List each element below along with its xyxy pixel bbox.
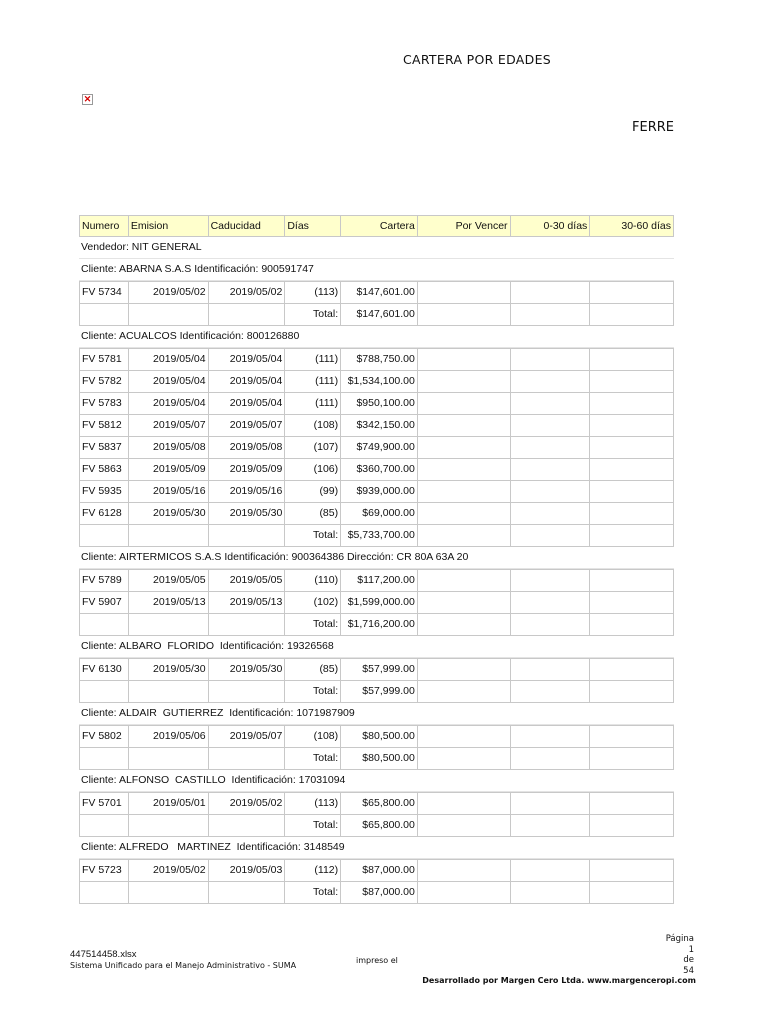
table-cell: FV 5701 (80, 793, 129, 814)
table-cell (418, 614, 511, 635)
table-cell (511, 415, 591, 436)
table-cell (511, 304, 591, 325)
page-number: 1 (688, 944, 694, 955)
table-cell: 2019/05/02 (209, 282, 286, 303)
table-cell (590, 860, 673, 881)
table-cell (511, 815, 591, 836)
table-cell: (85) (285, 503, 341, 524)
col-dias: Días (285, 216, 341, 236)
client-line: Cliente: ALDAIR GUTIERREZ Identificación: 1071987909 (79, 703, 674, 725)
table-cell: FV 5723 (80, 860, 129, 881)
table-cell: (110) (285, 570, 341, 591)
table-cell: 2019/05/02 (129, 282, 209, 303)
table-cell: 2019/05/04 (209, 393, 286, 414)
table-cell (209, 681, 286, 702)
table-cell: 2019/05/09 (129, 459, 209, 480)
table-cell (80, 614, 129, 635)
table-cell (511, 748, 591, 769)
table-cell: FV 5734 (80, 282, 129, 303)
client-line: Cliente: ALBARO FLORIDO Identificación: 19326568 (79, 636, 674, 658)
table-row (79, 393, 674, 415)
table-cell (209, 882, 286, 903)
table-cell: 2019/05/30 (129, 659, 209, 680)
total-value: $1,716,200.00 (341, 614, 418, 635)
table-cell: FV 6130 (80, 659, 129, 680)
total-value: $65,800.00 (341, 815, 418, 836)
table-cell (418, 371, 511, 392)
table-cell: (108) (285, 415, 341, 436)
table-cell (418, 503, 511, 524)
table-cell (418, 282, 511, 303)
table-cell (590, 371, 673, 392)
total-row (79, 681, 674, 703)
table-cell: 2019/05/04 (129, 371, 209, 392)
table-cell (418, 393, 511, 414)
table-cell (511, 793, 591, 814)
broken-image-icon: ✕ (83, 94, 92, 104)
table-cell: (106) (285, 459, 341, 480)
table-cell (511, 570, 591, 591)
table-cell (590, 349, 673, 370)
table-cell: $1,534,100.00 (341, 371, 418, 392)
table-cell: (85) (285, 659, 341, 680)
table-cell (418, 349, 511, 370)
table-cell: $950,100.00 (341, 393, 418, 414)
table-cell: 2019/05/30 (209, 659, 286, 680)
table-cell (80, 304, 129, 325)
table-cell (418, 415, 511, 436)
table-cell (590, 748, 673, 769)
table-cell: FV 5781 (80, 349, 129, 370)
col-0-30: 0-30 días (511, 216, 591, 236)
total-label: Total: (285, 614, 341, 635)
table-cell: 2019/05/06 (129, 726, 209, 747)
table-cell (129, 882, 209, 903)
table-cell (511, 437, 591, 458)
table-cell (590, 882, 673, 903)
total-label: Total: (285, 304, 341, 325)
table-cell: (111) (285, 349, 341, 370)
table-cell: $65,800.00 (341, 793, 418, 814)
total-label: Total: (285, 815, 341, 836)
footer-developer: Desarrollado por Margen Cero Ltda. www.margenceropi.com (422, 976, 696, 985)
client-line: Cliente: AIRTERMICOS S.A.S Identificación: 900364386 Dirección: CR 80A 63A 20 (79, 547, 674, 569)
table-cell (418, 570, 511, 591)
table-cell (511, 503, 591, 524)
col-30-60: 30-60 días (621, 220, 671, 232)
table-cell: (113) (285, 282, 341, 303)
table-cell: FV 5907 (80, 592, 129, 613)
table-cell (418, 681, 511, 702)
client-line: Cliente: ALFREDO MARTINEZ Identificación: 3148549 (79, 837, 674, 859)
col-caducidad: Caducidad (209, 216, 286, 236)
table-cell: 2019/05/07 (209, 726, 286, 747)
table-cell (590, 459, 673, 480)
table-cell (511, 481, 591, 502)
total-value: $57,999.00 (341, 681, 418, 702)
table-cell (511, 681, 591, 702)
table-cell: (113) (285, 793, 341, 814)
client-line: Cliente: ABARNA S.A.S Identificación: 900591747 (79, 259, 674, 281)
table-cell: 2019/05/13 (209, 592, 286, 613)
table-cell (590, 570, 673, 591)
table-cell: $342,150.00 (341, 415, 418, 436)
total-label: Total: (285, 525, 341, 546)
table-cell (511, 592, 591, 613)
table-cell: 2019/05/03 (209, 860, 286, 881)
table-cell (129, 681, 209, 702)
table-cell (418, 793, 511, 814)
page-word: Página (665, 934, 694, 944)
table-cell (511, 282, 591, 303)
total-label: Total: (285, 882, 341, 903)
table-cell (418, 726, 511, 747)
table-cell (418, 481, 511, 502)
table-cell (80, 815, 129, 836)
page-total: 54 (683, 965, 694, 976)
table-cell (129, 304, 209, 325)
table-cell (511, 371, 591, 392)
table-cell (209, 748, 286, 769)
client-line: Cliente: ALFONSO CASTILLO Identificación: 17031094 (79, 770, 674, 792)
total-row (79, 614, 674, 636)
total-row (79, 815, 674, 837)
table-row (79, 860, 674, 882)
footer-page (666, 934, 694, 976)
table-row (79, 503, 674, 525)
table-cell (129, 815, 209, 836)
table-cell (418, 304, 511, 325)
table-cell (590, 592, 673, 613)
table-cell (590, 304, 673, 325)
table-cell: $147,601.00 (341, 282, 418, 303)
table-cell: 2019/05/04 (129, 349, 209, 370)
table-cell (511, 882, 591, 903)
table-cell (590, 681, 673, 702)
table-cell: 2019/05/16 (129, 481, 209, 502)
table-cell (129, 614, 209, 635)
table-cell: (108) (285, 726, 341, 747)
table-cell (590, 726, 673, 747)
table-cell (590, 614, 673, 635)
table-cell (511, 726, 591, 747)
table-cell: 2019/05/04 (209, 349, 286, 370)
table-cell (80, 525, 129, 546)
table-cell (590, 659, 673, 680)
table-cell: (111) (285, 393, 341, 414)
table-cell (418, 459, 511, 480)
table-cell: $788,750.00 (341, 349, 418, 370)
table-cell: (111) (285, 371, 341, 392)
table-header (79, 215, 674, 237)
table-cell: 2019/05/05 (129, 570, 209, 591)
table-cell: 2019/05/04 (129, 393, 209, 414)
table-cell: FV 5935 (80, 481, 129, 502)
table-cell: 2019/05/02 (209, 793, 286, 814)
table-cell (418, 437, 511, 458)
table-row (79, 282, 674, 304)
table-cell: $80,500.00 (341, 726, 418, 747)
table-cell: $117,200.00 (341, 570, 418, 591)
table-cell (590, 503, 673, 524)
table-cell: FV 5789 (80, 570, 129, 591)
table-cell: $360,700.00 (341, 459, 418, 480)
table-cell (418, 525, 511, 546)
table-cell: (102) (285, 592, 341, 613)
table-cell: 2019/05/04 (209, 371, 286, 392)
table-cell (418, 592, 511, 613)
table-cell: 2019/05/08 (209, 437, 286, 458)
table-cell (418, 748, 511, 769)
table-cell: 2019/05/02 (129, 860, 209, 881)
table-cell: FV 5863 (80, 459, 129, 480)
table-row (79, 481, 674, 503)
table-cell: 2019/05/16 (209, 481, 286, 502)
table-row (79, 459, 674, 481)
table-cell: FV 5783 (80, 393, 129, 414)
table-cell (129, 748, 209, 769)
table-row (79, 793, 674, 815)
table-cell (418, 659, 511, 680)
table-cell (209, 614, 286, 635)
table-cell: $87,000.00 (341, 860, 418, 881)
table-cell (511, 349, 591, 370)
table-cell (209, 304, 286, 325)
table-cell: 2019/05/05 (209, 570, 286, 591)
table-cell (590, 525, 673, 546)
table-cell (590, 793, 673, 814)
table-cell (209, 815, 286, 836)
total-row (79, 748, 674, 770)
page-of: de (683, 955, 694, 965)
table-row (79, 349, 674, 371)
table-cell: 2019/05/30 (209, 503, 286, 524)
table-cell (418, 860, 511, 881)
table-cell (590, 393, 673, 414)
vendor-line: Vendedor: NIT GENERAL (79, 237, 674, 259)
table-cell (590, 415, 673, 436)
table-cell (418, 882, 511, 903)
table-cell (80, 681, 129, 702)
table-cell: FV 5802 (80, 726, 129, 747)
table-row (79, 437, 674, 459)
report-title: CARTERA POR EDADES (402, 52, 552, 67)
aging-table (79, 215, 674, 904)
table-cell: (99) (285, 481, 341, 502)
table-cell: $939,000.00 (341, 481, 418, 502)
table-cell: $57,999.00 (341, 659, 418, 680)
footer-printed: impreso el (356, 956, 398, 965)
col-emision: Emision (129, 216, 209, 236)
table-cell (511, 860, 591, 881)
table-row (79, 659, 674, 681)
table-cell: FV 5812 (80, 415, 129, 436)
table-row (79, 592, 674, 614)
total-label: Total: (285, 748, 341, 769)
total-value: $80,500.00 (341, 748, 418, 769)
total-value: $87,000.00 (341, 882, 418, 903)
total-value: $147,601.00 (341, 304, 418, 325)
table-cell: 2019/05/08 (129, 437, 209, 458)
table-cell: 2019/05/07 (129, 415, 209, 436)
table-row (79, 570, 674, 592)
table-cell: $1,599,000.00 (341, 592, 418, 613)
table-cell (590, 815, 673, 836)
col-numero: Numero (80, 216, 129, 236)
table-cell (590, 481, 673, 502)
table-cell (511, 393, 591, 414)
table-cell (590, 282, 673, 303)
table-cell (511, 459, 591, 480)
table-cell: FV 5782 (80, 371, 129, 392)
table-cell: 2019/05/09 (209, 459, 286, 480)
total-row (79, 882, 674, 904)
table-cell (80, 882, 129, 903)
table-cell: 2019/05/07 (209, 415, 286, 436)
table-row (79, 726, 674, 748)
table-cell: FV 5837 (80, 437, 129, 458)
col-cartera: Cartera (341, 216, 418, 236)
table-cell: $749,900.00 (341, 437, 418, 458)
table-row (79, 371, 674, 393)
client-line: Cliente: ACUALCOS Identificación: 800126880 (79, 326, 674, 348)
footer-file: 447514458.xlsx (70, 949, 137, 960)
table-cell: 2019/05/13 (129, 592, 209, 613)
table-cell: (107) (285, 437, 341, 458)
total-value: $5,733,700.00 (341, 525, 418, 546)
table-cell (418, 815, 511, 836)
table-cell (209, 525, 286, 546)
footer-system: Sistema Unificado para el Manejo Administrativo - SUMA (70, 961, 297, 970)
total-label: Total: (285, 681, 341, 702)
total-row (79, 304, 674, 326)
table-cell: 2019/05/01 (129, 793, 209, 814)
table-cell: 2019/05/30 (129, 503, 209, 524)
table-cell (511, 614, 591, 635)
table-cell (590, 437, 673, 458)
col-por-vencer: Por Vencer (418, 216, 511, 236)
table-cell (129, 525, 209, 546)
table-row (79, 415, 674, 437)
table-cell: (112) (285, 860, 341, 881)
table-cell (80, 748, 129, 769)
table-cell (511, 659, 591, 680)
company-name: FERRE (632, 120, 674, 135)
table-cell: FV 6128 (80, 503, 129, 524)
table-cell (511, 525, 591, 546)
table-cell: $69,000.00 (341, 503, 418, 524)
total-row (79, 525, 674, 547)
